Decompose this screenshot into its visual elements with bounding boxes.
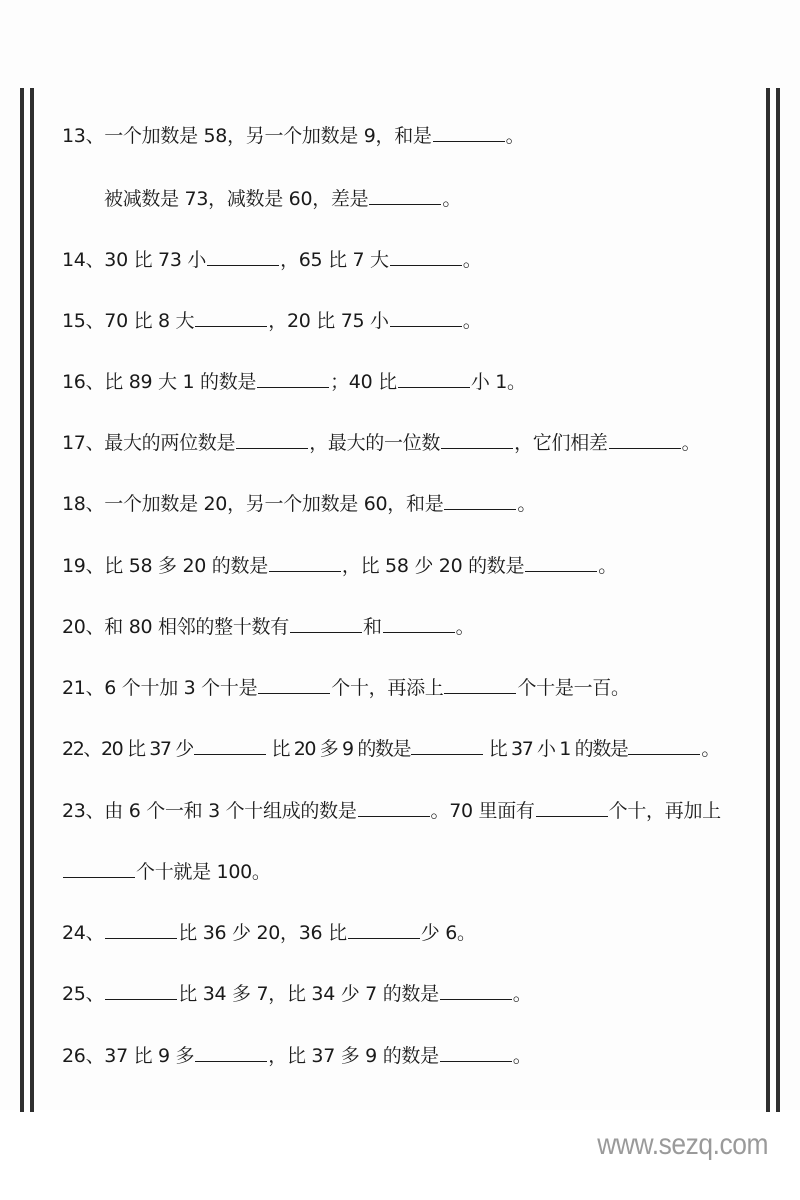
answer-blank[interactable] bbox=[369, 186, 441, 205]
question-text: 。 bbox=[701, 738, 719, 760]
answer-blank[interactable] bbox=[398, 369, 470, 388]
question-text: 。 bbox=[455, 616, 475, 638]
answer-blank[interactable] bbox=[411, 736, 483, 755]
left-border-rule-outer bbox=[20, 88, 24, 1112]
question-text: 23、由 6 个一和 3 个十组成的数是 bbox=[62, 800, 357, 822]
answer-blank[interactable] bbox=[440, 981, 512, 1000]
answer-blank[interactable] bbox=[536, 798, 608, 817]
question-text: 25、 bbox=[62, 983, 105, 1005]
answer-blank[interactable] bbox=[105, 981, 177, 1000]
answer-blank[interactable] bbox=[628, 736, 700, 755]
answer-blank[interactable] bbox=[390, 247, 462, 266]
question-text: 16、比 89 大 1 的数是 bbox=[62, 371, 257, 393]
answer-blank[interactable] bbox=[195, 1043, 267, 1062]
answer-blank[interactable] bbox=[195, 308, 267, 327]
question-text: ，20 比 75 小 bbox=[268, 310, 389, 332]
answer-blank[interactable] bbox=[207, 247, 279, 266]
question-text: 17、最大的两位数是 bbox=[62, 432, 236, 454]
question-text: ，比 37 多 9 的数是 bbox=[268, 1045, 439, 1067]
question-text: 个十，再加上 bbox=[608, 800, 721, 822]
answer-blank[interactable] bbox=[348, 920, 420, 939]
answer-blank[interactable] bbox=[441, 430, 513, 449]
question-text: 。 bbox=[512, 983, 532, 1005]
question-q18 bbox=[62, 491, 536, 516]
question-text: 被减数是 73，减数是 60，差是 bbox=[104, 188, 369, 210]
question-q13b bbox=[104, 186, 461, 211]
question-q19 bbox=[62, 553, 617, 578]
question-text: 13、一个加数是 58，另一个加数是 9，和是 bbox=[62, 125, 432, 147]
question-text: 18、一个加数是 20，另一个加数是 60，和是 bbox=[62, 493, 444, 515]
answer-blank[interactable] bbox=[236, 430, 308, 449]
question-text: ；40 比 bbox=[330, 371, 397, 393]
question-text: 比 36 少 20，36 比 bbox=[178, 922, 347, 944]
answer-blank[interactable] bbox=[290, 614, 362, 633]
question-text: ，它们相差 bbox=[514, 432, 608, 454]
question-text: 22、20 比 37 少 bbox=[62, 738, 193, 760]
question-text: 20、和 80 相邻的整十数有 bbox=[62, 616, 289, 638]
question-text: 个十，再添上 bbox=[331, 677, 444, 699]
question-q13 bbox=[62, 123, 524, 148]
answer-blank[interactable] bbox=[258, 675, 330, 694]
question-text: ，比 58 少 20 的数是 bbox=[341, 555, 525, 577]
question-text: ，最大的一位数 bbox=[309, 432, 441, 454]
question-text: ，65 比 7 大 bbox=[280, 249, 389, 271]
answer-blank[interactable] bbox=[440, 1043, 512, 1062]
answer-blank[interactable] bbox=[105, 920, 177, 939]
question-text: 。70 里面有 bbox=[430, 800, 535, 822]
question-text: 21、6 个十加 3 个十是 bbox=[62, 677, 258, 699]
question-q22 bbox=[62, 736, 719, 761]
question-q14 bbox=[62, 247, 481, 272]
question-text: 个十是一百。 bbox=[517, 677, 630, 699]
watermark: www.sezq.com bbox=[597, 1128, 768, 1161]
question-text: 15、70 比 8 大 bbox=[62, 310, 195, 332]
answer-blank[interactable] bbox=[63, 859, 135, 878]
question-q20 bbox=[62, 614, 474, 639]
question-text: 14、30 比 73 小 bbox=[62, 249, 207, 271]
answer-blank[interactable] bbox=[609, 430, 681, 449]
question-text: 比 34 多 7，比 34 少 7 的数是 bbox=[178, 983, 439, 1005]
left-border-rule-inner bbox=[30, 88, 34, 1112]
question-q24 bbox=[62, 920, 476, 945]
question-text: 个十就是 100。 bbox=[136, 861, 271, 883]
question-text: 。 bbox=[462, 310, 482, 332]
answer-blank[interactable] bbox=[194, 736, 266, 755]
question-text: 。 bbox=[505, 125, 525, 147]
answer-blank[interactable] bbox=[433, 123, 505, 142]
answer-blank[interactable] bbox=[390, 308, 462, 327]
question-text: 。 bbox=[462, 249, 482, 271]
question-text: 。 bbox=[598, 555, 617, 577]
answer-blank[interactable] bbox=[383, 614, 455, 633]
answer-blank[interactable] bbox=[358, 798, 430, 817]
question-text: 比 37 小 1 的数是 bbox=[484, 738, 628, 760]
question-text: 24、 bbox=[62, 922, 105, 944]
question-text: 。 bbox=[442, 188, 462, 210]
right-border-rule-inner bbox=[766, 88, 770, 1112]
question-q25 bbox=[62, 981, 532, 1006]
question-text: 小 1。 bbox=[470, 371, 526, 393]
answer-blank[interactable] bbox=[444, 491, 516, 510]
question-q16 bbox=[62, 369, 526, 394]
answer-blank[interactable] bbox=[525, 553, 597, 572]
answer-blank[interactable] bbox=[444, 675, 516, 694]
question-text: 。 bbox=[512, 1045, 532, 1067]
question-q17 bbox=[62, 430, 700, 455]
right-border-rule-outer bbox=[776, 88, 780, 1112]
question-text: 19、比 58 多 20 的数是 bbox=[62, 555, 268, 577]
question-q23b bbox=[62, 859, 271, 884]
question-text: 。 bbox=[681, 432, 701, 454]
question-q23 bbox=[62, 798, 721, 823]
question-q15 bbox=[62, 308, 481, 333]
question-text: 26、37 比 9 多 bbox=[62, 1045, 195, 1067]
question-text: 少 6。 bbox=[420, 922, 476, 944]
question-text: 。 bbox=[517, 493, 537, 515]
answer-blank[interactable] bbox=[269, 553, 341, 572]
answer-blank[interactable] bbox=[257, 369, 329, 388]
question-q26 bbox=[62, 1043, 532, 1068]
question-q21 bbox=[62, 675, 630, 700]
question-text: 比 20 多 9 的数是 bbox=[266, 738, 411, 760]
question-text: 和 bbox=[362, 616, 382, 638]
